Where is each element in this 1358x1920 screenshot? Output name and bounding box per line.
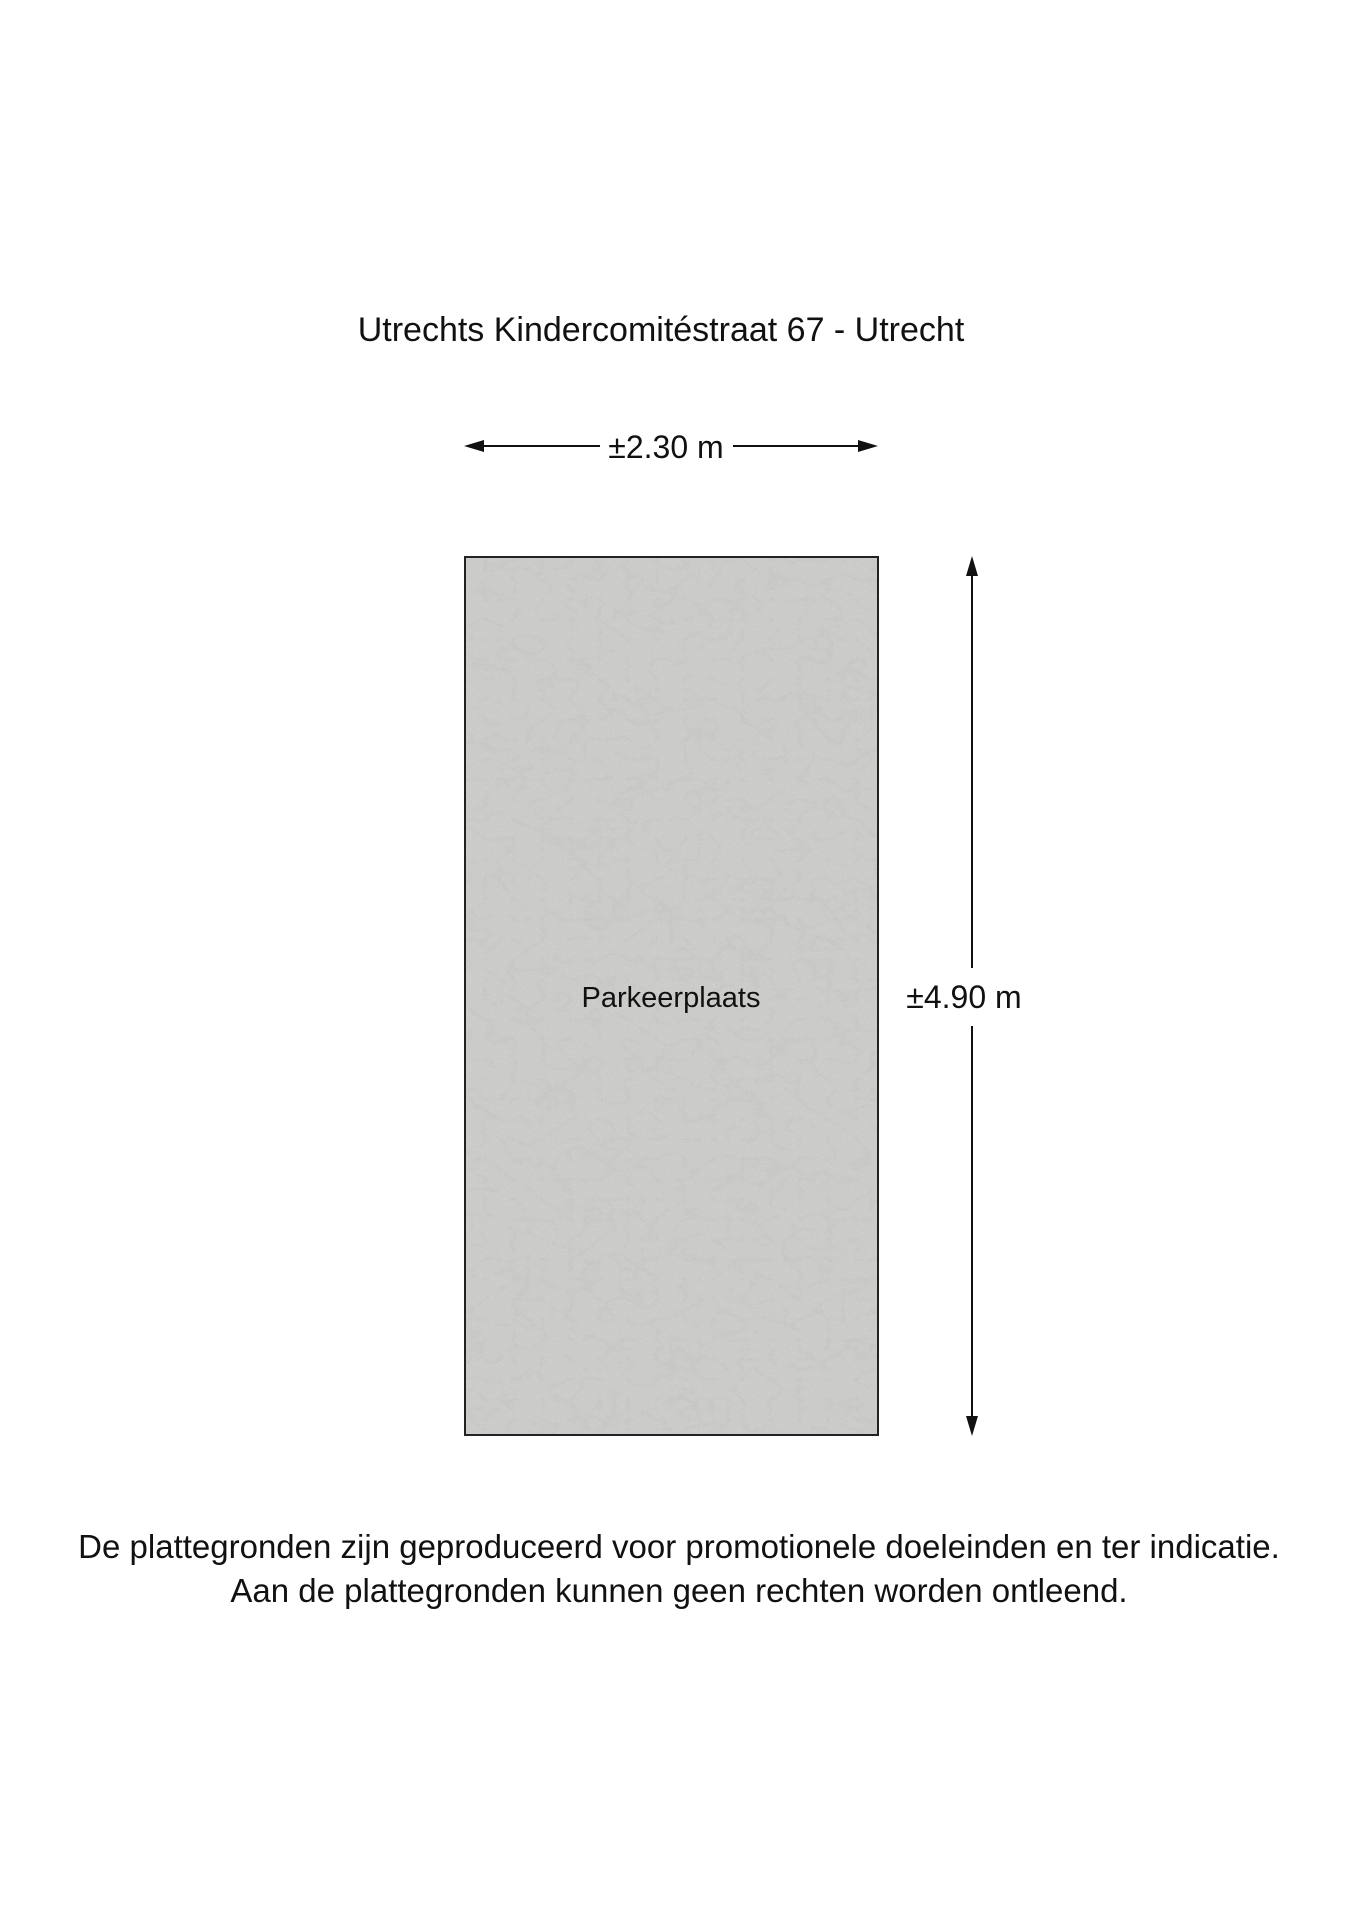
length-label: ±4.90 m	[906, 979, 1022, 1015]
arrow-up-icon	[966, 556, 978, 576]
length-dimension	[898, 556, 1030, 1436]
disclaimer	[0, 1525, 1358, 1613]
arrow-right-icon	[858, 440, 878, 452]
width-dimension	[464, 429, 878, 465]
arrow-down-icon	[966, 1416, 978, 1436]
property-title: Utrechts Kindercomitéstraat 67 - Utrecht	[357, 311, 965, 349]
disclaimer-line-1: De plattegronden zijn geproduceerd voor promotionele doeleinden en ter indicatie.	[78, 1528, 1280, 1565]
arrow-left-icon	[464, 440, 484, 452]
width-label: ±2.30 m	[608, 429, 724, 465]
room-parkeerplaats	[465, 557, 878, 1435]
disclaimer-line-2: Aan de plattegronden kunnen geen rechten worden ontleend.	[230, 1572, 1128, 1609]
room-label: Parkeerplaats	[581, 982, 761, 1014]
